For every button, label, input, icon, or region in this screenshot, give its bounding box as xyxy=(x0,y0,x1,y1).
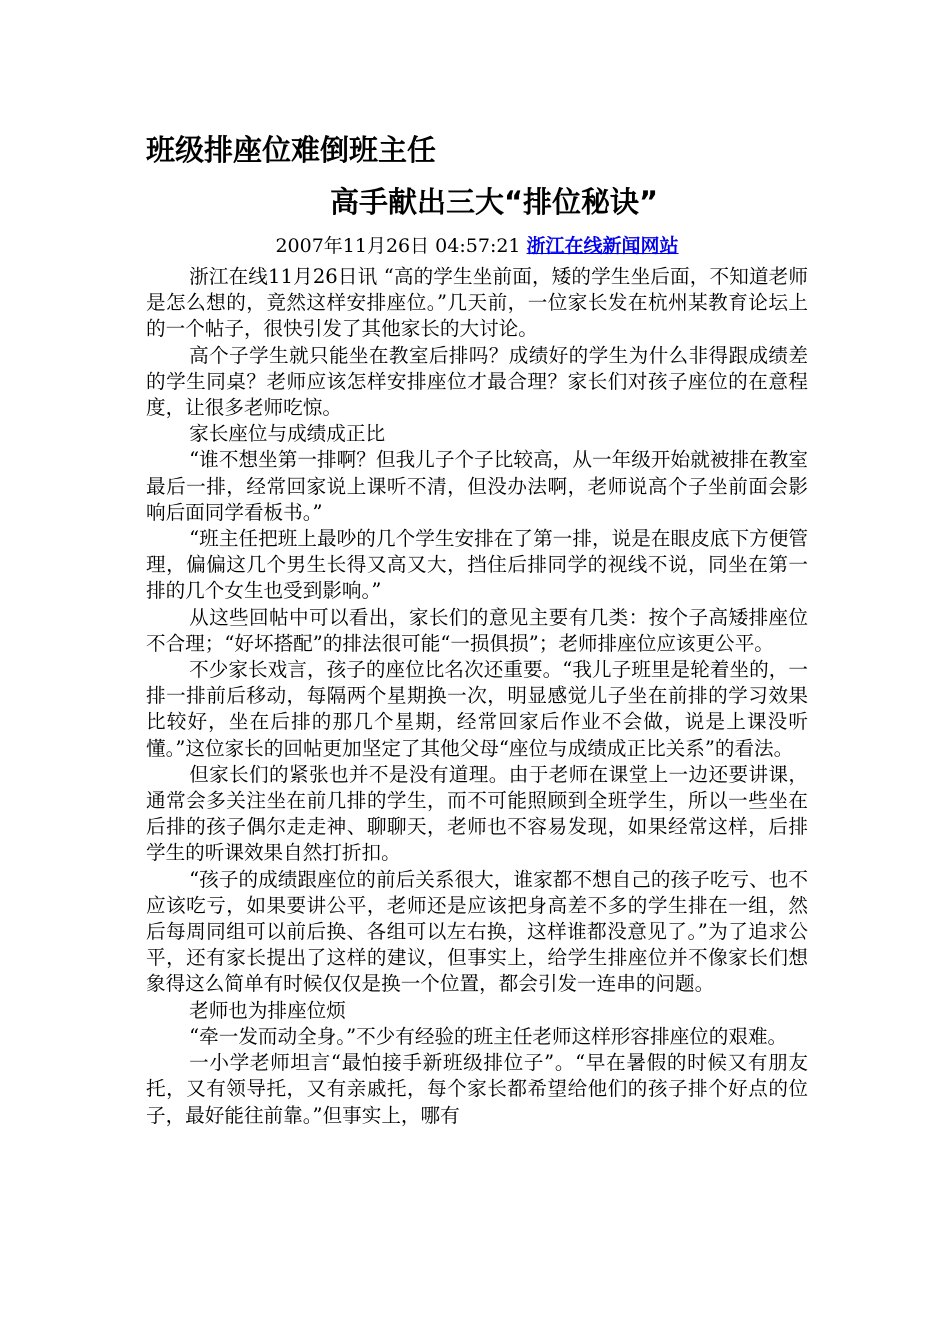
paragraph-1: 浙江在线11月26日讯 “高的学生坐前面，矮的学生坐后面，不知道老师是怎么想的，竟然这样安排座位。”几天前，一位家长发在杭州某教育论坛上的一个帖子，很快引发了其他家长的大讨论。 xyxy=(146,265,808,341)
article-title-line1: 班级排座位难倒班主任 xyxy=(146,133,437,167)
article-body xyxy=(146,264,808,1129)
paragraph-2: 高个子学生就只能坐在教室后排吗？成绩好的学生为什么非得跟成绩差的学生同桌？老师应该怎样安排座位才最合理？家长们对孩子座位的在意程度，让很多老师吃惊。 xyxy=(146,343,808,420)
section-heading-parents: 家长座位与成绩成正比 xyxy=(189,422,386,446)
paragraph-4: “谁不想坐第一排啊？但我儿子个子比较高，从一年级开始就被排在教室最后一排，经常回家说上课听不清，但没办法啊，老师说高个子坐前面会影响后面同学看板书。” xyxy=(146,448,808,524)
document-page xyxy=(146,130,808,1129)
paragraph-8: 但家长们的紧张也并不是没有道理。由于老师在课堂上一边还要讲课，通常会多关注坐在前几排的学生，而不可能照顾到全班学生，所以一些坐在后排的孩子偶尔走走神、聊聊天，老师也不容易发现，如果经常这样，后排学生的听课效果自然打折扣。 xyxy=(146,762,808,865)
source-link[interactable]: 浙江在线新闻网站 xyxy=(526,235,679,257)
paragraph-11: “牵一发而动全身。”不少有经验的班主任老师这样形容排座位的艰难。 xyxy=(189,1024,788,1048)
paragraph-12: 一小学老师坦言“最怕接手新班级排位子”。“早在暑假的时候又有朋友托，又有领导托，又有亲戚托，每个家长都希望给他们的孩子排个好点的位子，最好能往前靠。”但事实上，哪有 xyxy=(146,1051,808,1127)
article-title-line2: 高手献出三大“排位秘诀” xyxy=(330,185,659,219)
paragraph-6: 从这些回帖中可以看出，家长们的意见主要有几类：按个子高矮排座位不合理；“好坏搭配”的排法很可能“一损俱损”；老师排座位应该更公平。 xyxy=(146,605,808,655)
paragraph-5: “班主任把班上最吵的几个学生安排在了第一排，说是在眼皮底下方便管理，偏偏这几个男生长得又高又大，挡住后排同学的视线不说，同坐在第一排的几个女生也受到影响。” xyxy=(146,527,808,603)
article-dateline xyxy=(146,232,808,260)
paragraph-7: 不少家长戏言，孩子的座位比名次还重要。“我儿子班里是轮着坐的，一排一排前后移动，每隔两个星期换一次，明显感觉儿子坐在前排的学习效果比较好，坐在后排的那几个星期，经常回家后作业不会做，说是上课没听懂。”这位家长的回帖更加坚定了其他父母“座位与成绩成正比关系”的看法。 xyxy=(146,658,808,760)
article-datetime: 2007年11月26日 04:57:21 xyxy=(275,235,521,257)
paragraph-9: “孩子的成绩跟座位的前后关系很大，谁家都不想自己的孩子吃亏、也不应该吃亏，如果要讲公平，老师还是应该把身高差不多的学生排在一组，然后每周同组可以前后换、各组可以左右换，这样谁都没意见了。”为了追求公平，还有家长提出了这样的建议，但事实上，给学生排座位并不像家长们想象得这么简单有时候仅仅是换一个位置，都会引发一连串的问题。 xyxy=(146,867,808,996)
section-heading-teachers: 老师也为排座位烦 xyxy=(189,998,346,1022)
